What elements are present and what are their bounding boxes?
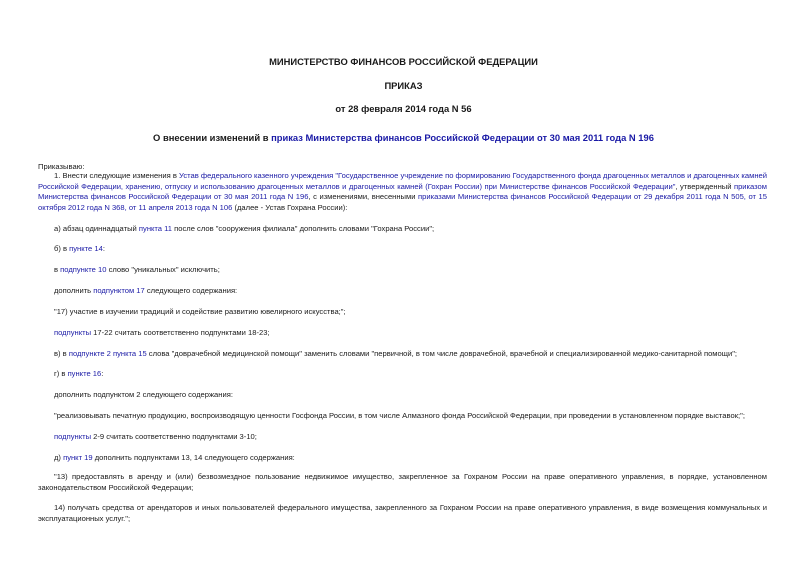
item-g-text-1: г) в bbox=[54, 369, 68, 378]
item-d bbox=[54, 453, 295, 463]
item-v-text-1: в) в bbox=[54, 349, 69, 358]
item-b1-text-2: слово "уникальных" исключить; bbox=[106, 265, 220, 274]
item-b2 bbox=[54, 286, 237, 296]
item-d-text-1: д) bbox=[54, 453, 64, 462]
item-g3-text: 2-9 считать соответственно подпунктами 3-10; bbox=[91, 432, 257, 441]
item-b3: "17) участие в изучении традиций и содействие развитию ювелирного искусства;"; bbox=[54, 307, 346, 316]
item-b bbox=[54, 244, 105, 254]
subitem-14: 14) получать средства от арендаторов и иных пользователей федерального имущества, закрепленного за Гохраном России на праве оперативного управления, в виде возмещения коммунальных и эксплуатационных услуг."; bbox=[38, 503, 767, 523]
document-date-number: от 28 февраля 2014 года N 56 bbox=[335, 103, 472, 114]
item-b4-link[interactable]: подпункты bbox=[54, 328, 92, 337]
item-b2-link[interactable]: подпунктом 17 bbox=[93, 286, 145, 295]
subitem-13: "13) предоставлять в аренду и (или) безвозмездное пользование недвижимое имущество, закрепленное за Гохраном России на праве оперативного управления, в порядке, установленном законодательством Российской Федерации; bbox=[38, 472, 767, 492]
item-g-link[interactable]: пункте 16 bbox=[67, 369, 102, 378]
item-a-text-1: а) абзац одиннадцатый bbox=[54, 224, 139, 233]
p1-text-1: 1. Внести следующие изменения в bbox=[54, 171, 179, 180]
item-g2: "реализовывать печатную продукцию, воспроизводящую ценности Госфонда России, в том числе Алмазного фонда Российской Федерации, при проведении в установленном порядке выставок;"; bbox=[54, 411, 745, 420]
item-d-link[interactable]: пункт 19 bbox=[63, 453, 93, 462]
item-b-text-1: б) в bbox=[54, 244, 70, 253]
item-b1-text-1: в bbox=[54, 265, 61, 274]
item-v bbox=[54, 349, 737, 359]
item-g bbox=[54, 369, 103, 379]
ministry-heading: МИНИСТЕРСТВО ФИНАНСОВ РОССИЙСКОЙ ФЕДЕРАЦИИ bbox=[269, 56, 538, 67]
item-b-link[interactable]: пункте 14 bbox=[69, 244, 103, 253]
item-b2-text-1: дополнить bbox=[54, 286, 94, 295]
item-b1-link[interactable]: подпункте 10 bbox=[60, 265, 107, 274]
p1-text-2: , утвержденный bbox=[675, 181, 734, 191]
item-a-text-2: после слов "сооружения филиала" дополнить словами "Гохрана России"; bbox=[172, 224, 435, 233]
item-v-link[interactable]: подпункте 2 пункта 15 bbox=[68, 349, 147, 358]
document-type: ПРИКАЗ bbox=[384, 80, 423, 91]
item-b-text-2: : bbox=[102, 244, 105, 253]
p1-text-3: , с изменениями, внесенными bbox=[308, 192, 419, 201]
paragraph-1 bbox=[38, 171, 767, 213]
item-g3 bbox=[54, 432, 257, 442]
title-prefix: О внесении изменений в bbox=[153, 132, 272, 143]
title-order-link[interactable]: приказ Министерства финансов Российской Федерации от 30 мая 2011 года N 196 bbox=[271, 132, 654, 143]
amending-orders-link[interactable]: приказами Министерства финансов Российской Федерации от 29 декабря 2011 года N 505, от 15 октября 2012 года N 368, от 11 апреля 2013 года N 106 bbox=[38, 192, 767, 212]
item-g1: дополнить подпунктом 2 следующего содержания: bbox=[54, 390, 233, 399]
order-196-link[interactable]: приказом Министерства финансов Российской Федерации от 30 мая 2011 года N 196 bbox=[38, 181, 767, 201]
p1-text-4: (далее - Устав Гохрана России): bbox=[232, 202, 348, 212]
charter-link[interactable]: Устав федерального казенного учреждения "Государственное учреждение по формированию Государственного фонда драгоценных металлов и драгоценных камней Российской Федерации, хранению, отпуску и использованию драгоценных металлов и драгоценных камней (Гохран России) при Министерстве финансов Российской Федерации" bbox=[38, 171, 768, 191]
item-v-text-2: слова "доврачебной медицинской помощи" заменить словами "первичной, в том числе доврачебной, врачебной и специализированной медико-санитарной помощи"; bbox=[146, 349, 738, 358]
item-b1 bbox=[54, 265, 220, 275]
item-a-link[interactable]: пункта 11 bbox=[138, 224, 173, 233]
item-b4-text: 17-22 считать соответственно подпунктами 18-23; bbox=[91, 328, 270, 337]
item-g-text-2: : bbox=[101, 369, 104, 378]
item-g3-link[interactable]: подпункты bbox=[54, 432, 92, 441]
item-b2-text-2: следующего содержания: bbox=[144, 286, 238, 295]
item-b4 bbox=[54, 328, 270, 338]
order-word: Приказываю: bbox=[38, 162, 85, 171]
document-title bbox=[0, 132, 807, 143]
item-a bbox=[54, 224, 434, 234]
item-d-text-2: дополнить подпунктами 13, 14 следующего содержания: bbox=[92, 453, 295, 462]
